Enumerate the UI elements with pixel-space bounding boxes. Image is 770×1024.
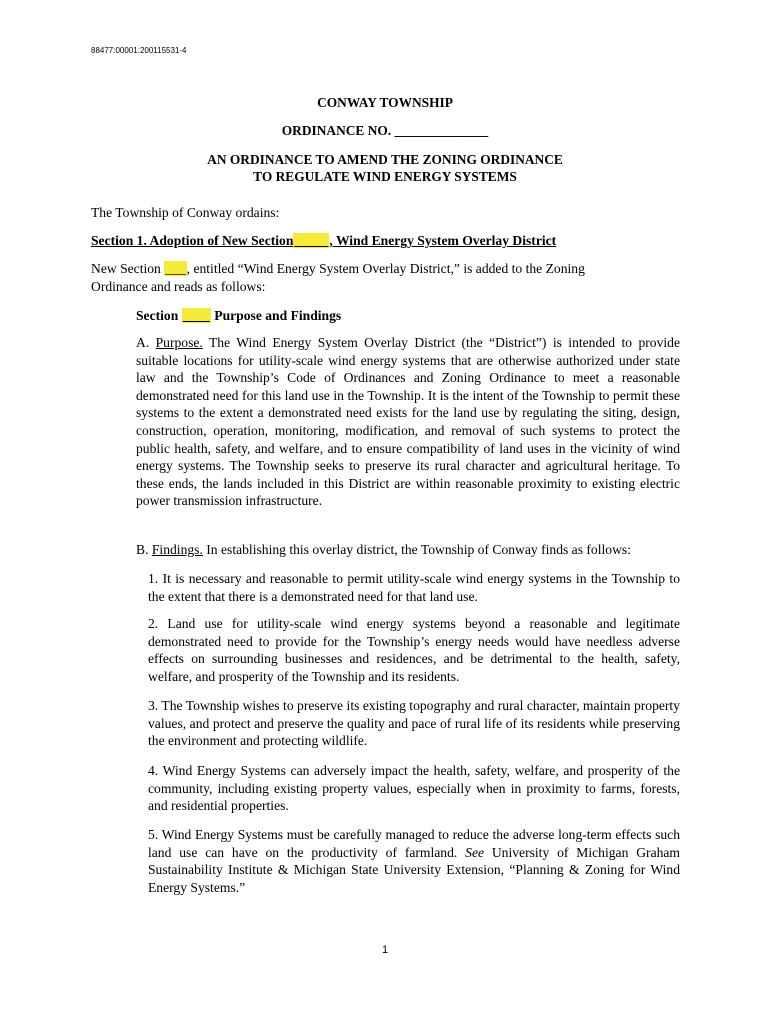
- finding-item-5-text-a: 5. Wind Energy Systems must be carefully managed to reduce the adverse long-term effects such land use can have on the productivity of farmland.: [148, 827, 680, 860]
- new-section-prefix: New Section: [91, 261, 165, 276]
- finding-item-5-see: See: [465, 844, 485, 860]
- finding-item-5: [148, 826, 680, 896]
- purpose-label: A.: [136, 335, 156, 350]
- subsection-heading: [136, 307, 341, 325]
- findings-heading: Findings.: [151, 542, 203, 557]
- new-section-paragraph: [91, 260, 641, 296]
- ordains-line: The Township of Conway ordains:: [91, 205, 280, 220]
- page-number: 1: [381, 944, 389, 956]
- findings-intro: [136, 541, 680, 559]
- finding-item-4: 4. Wind Energy Systems can adversely impact the health, safety, welfare, and prosperity of the community, including existing property values, especially when in proximity to farms, forests, and residential properties.: [148, 763, 680, 814]
- subsection-blank: ____: [182, 308, 210, 323]
- finding-item-5-text-b: University of Michigan Graham Sustainability Institute & Michigan State University Extension, “Planning & Zoning for Wind Energy Systems.”: [148, 844, 681, 895]
- new-section-suffix: , entitled “Wind Energy System Overlay District,” is added to the Zoning Ordinance and reads as follows:: [91, 261, 585, 294]
- document-id: 88477:00001:200115531-4: [91, 46, 187, 55]
- new-section-blank: ___: [165, 261, 186, 276]
- findings-label: B.: [136, 542, 152, 557]
- ordinance-title: [0, 151, 770, 185]
- ordinance-title-line2: TO REGULATE WIND ENERGY SYSTEMS: [253, 169, 517, 184]
- purpose-text: The Wind Energy System Overlay District (the “District”) is intended to provide suitable locations for utility-scale wind energy systems that are otherwise authorized under state law and the Township’s Code of Ordinances and Zoning Ordinance to meet a reasonable demonstrated need for this land use in the Township. It is the intent of the Township to permit these systems to the extent a demonstrated need exists for the land use by regulating the siting, design, construction, operation, monitoring, modification, and removal of such systems to protect the public health, safety, and welfare, and to ensure compatibility of land uses in the vicinity of wind energy systems. The Township seeks to preserve its rural character and agricultural heritage. To these ends, the lands included in this District are within reasonable proximity to existing electric power transmission infrastructure.: [136, 335, 680, 509]
- findings-text: In establishing this overlay district, the Township of Conway finds as follows:: [202, 542, 631, 557]
- finding-item-2: 2. Land use for utility-scale wind energy systems beyond a reasonable and legitimate demonstrated need to provide for the Township’s energy needs would have needless adverse effects on surrounding businesses and residences, and be detrimental to the health, safety, welfare, and prosperity of the Township and its residents.: [148, 616, 680, 684]
- ordinance-number: [0, 123, 770, 139]
- ordinance-blank: ______________: [394, 123, 489, 138]
- purpose-paragraph: [136, 334, 680, 510]
- subsection-prefix: Section: [136, 308, 182, 323]
- ordinance-title-line1: AN ORDINANCE TO AMEND THE ZONING ORDINANCE: [207, 152, 563, 167]
- ordinance-label: ORDINANCE NO.: [281, 123, 392, 138]
- section-1-heading: [91, 232, 556, 250]
- subsection-suffix: Purpose and Findings: [210, 308, 342, 323]
- township-title: CONWAY TOWNSHIP: [317, 95, 453, 110]
- finding-item-3: 3. The Township wishes to preserve its existing topography and rural character, maintain property values, and protect and preserve the quality and pace of rural life of its residents while preserving the environment and protecting wildlife.: [148, 698, 680, 749]
- finding-item-1: 1. It is necessary and reasonable to permit utility-scale wind energy systems in the Township to the extent that there is a demonstrated need for that land use.: [148, 571, 680, 604]
- section-1-prefix: Section 1. Adoption of New Section: [91, 233, 294, 248]
- section-1-suffix: , Wind Energy System Overlay District: [329, 233, 557, 248]
- purpose-heading: Purpose.: [155, 335, 203, 350]
- section-1-blank: _____: [294, 233, 329, 248]
